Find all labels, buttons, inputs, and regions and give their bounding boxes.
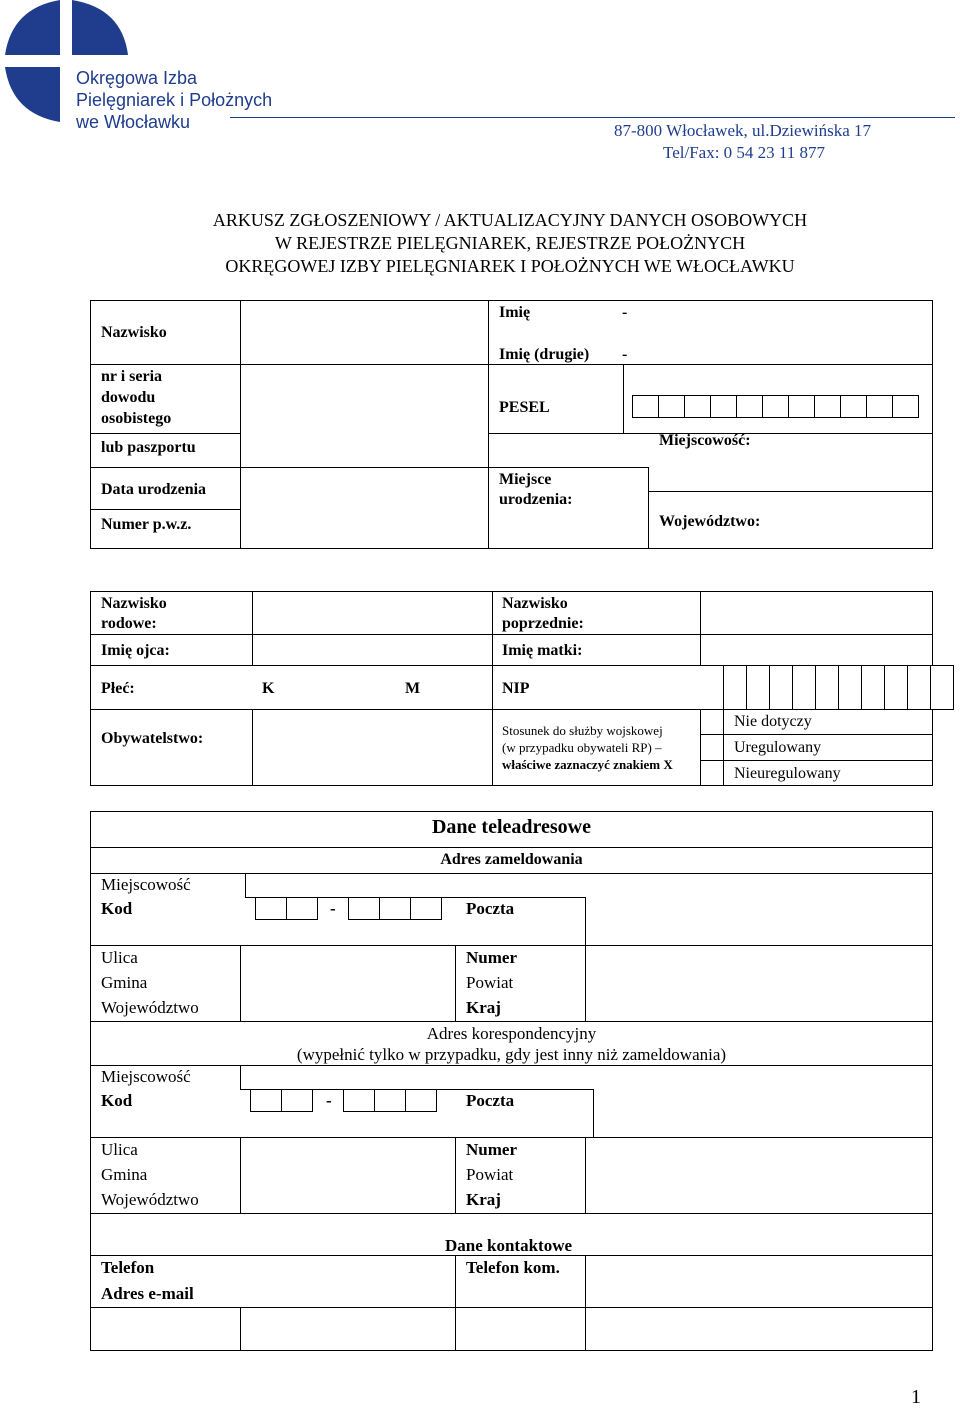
label-obywatelstwo: Obywatelstwo:: [101, 730, 204, 747]
form-title-line3: OKRĘGOWEJ IZBY PIELĘGNIAREK I POŁOŻNYCH WE WŁOCŁAWKU: [225, 256, 795, 276]
kod-meld-digit-box[interactable]: [255, 897, 287, 920]
pesel-digit-box[interactable]: [814, 395, 841, 418]
header-address: 87-800 Włocławek, ul.Dziewińska 17: [614, 121, 871, 140]
pesel-digit-box[interactable]: [658, 395, 685, 418]
label-imie-matki: Imię matki:: [502, 642, 583, 659]
field-dowod[interactable]: [242, 366, 486, 465]
nip-digit-box[interactable]: [746, 665, 770, 710]
label-data-urodzenia: Data urodzenia: [101, 481, 207, 498]
label-dowod-line3: osobistego: [101, 410, 172, 427]
field-imie-matki[interactable]: [702, 636, 931, 664]
pesel-digit-box[interactable]: [892, 395, 919, 418]
label-powiat-meld: Powiat: [466, 973, 514, 992]
label-kod-meld: Kod: [101, 899, 133, 918]
label-nazwisko: Nazwisko: [101, 324, 167, 341]
label-miejscowosc-koresp: Miejscowość: [101, 1067, 191, 1086]
field-miejscowosc-urodzenia[interactable]: [650, 469, 930, 490]
kod-koresp-dash: -: [326, 1091, 332, 1110]
field-miejscowosc-meld[interactable]: [247, 875, 931, 896]
field-nazwisko[interactable]: [242, 302, 486, 363]
nip-digit-box[interactable]: [723, 665, 747, 710]
label-wojsko-line1: Stosunek do służby wojskowej: [502, 723, 663, 738]
option-uregulowany: Uregulowany: [734, 739, 822, 756]
label-imie-drugie: Imię (drugie): [499, 346, 590, 363]
kod-koresp-digit-box[interactable]: [374, 1089, 406, 1112]
field-telefon[interactable]: [242, 1309, 453, 1349]
nip-digit-box[interactable]: [930, 665, 954, 710]
checkbox-uregulowany[interactable]: [702, 736, 722, 759]
label-wojewodztwo-meld: Województwo: [101, 998, 199, 1017]
pesel-digit-box[interactable]: [710, 395, 737, 418]
nip-digit-box[interactable]: [792, 665, 816, 710]
pesel-digit-box[interactable]: [840, 395, 867, 418]
label-imie: Imię: [499, 304, 531, 321]
label-numer-meld: Numer: [466, 948, 517, 967]
field-telefon-kom[interactable]: [587, 1309, 931, 1349]
nip-digit-box[interactable]: [769, 665, 793, 710]
label-dane-kontaktowe: Dane kontaktowe: [445, 1236, 573, 1255]
header-rule: [230, 117, 955, 118]
logo-text-line3: we Włocławku: [76, 112, 191, 132]
kod-meld-dash: -: [330, 899, 336, 918]
nip-digit-box[interactable]: [838, 665, 862, 710]
label-poczta-meld: Poczta: [466, 899, 515, 918]
label-plec: Płeć:: [101, 680, 135, 697]
label-telefon-kom: Telefon kom.: [466, 1258, 560, 1277]
nip-digit-box[interactable]: [884, 665, 908, 710]
kod-meld-digit-box[interactable]: [286, 897, 318, 920]
label-wojsko-line2: (w przypadku obywateli RP) –: [502, 740, 662, 755]
label-gmina-koresp: Gmina: [101, 1165, 148, 1184]
pesel-digit-box[interactable]: [736, 395, 763, 418]
kod-koresp-digit-box[interactable]: [405, 1089, 437, 1112]
label-dowod-line2: dowodu: [101, 389, 156, 406]
field-miejscowosc-koresp[interactable]: [242, 1067, 931, 1088]
option-nieuregulowany: Nieuregulowany: [734, 765, 841, 782]
label-wojewodztwo-urodzenia: Województwo:: [659, 513, 761, 530]
field-data-urodzenia[interactable]: [242, 469, 486, 547]
label-miejscowosc-urodzenia: Miejscowość:: [659, 432, 751, 449]
label-nazwisko-poprzednie-line2: poprzednie:: [502, 615, 584, 632]
label-kraj-koresp: Kraj: [466, 1190, 501, 1209]
label-wojsko-line3: właściwe zaznaczyć znakiem X: [502, 757, 673, 772]
checkbox-nieuregulowany[interactable]: [702, 762, 722, 785]
kod-koresp-digit-box[interactable]: [281, 1089, 313, 1112]
nip-digit-box[interactable]: [815, 665, 839, 710]
checkbox-nie-dotyczy[interactable]: [702, 711, 722, 733]
kod-meld-digit-box[interactable]: [410, 897, 442, 920]
label-kod-koresp: Kod: [101, 1091, 133, 1110]
label-wojewodztwo-koresp: Województwo: [101, 1190, 199, 1209]
contact-section-title: Dane teleadresowe: [431, 816, 592, 838]
label-nazwisko-poprzednie-line1: Nazwisko: [502, 595, 568, 612]
label-miejsce-urodzenia-line1: Miejsce: [499, 471, 552, 488]
label-kraj-meld: Kraj: [466, 998, 501, 1017]
form-title-line2: W REJESTRZE PIELĘGNIAREK, REJESTRZE POŁOŻNYCH: [274, 233, 746, 253]
label-dowod-line1: nr i seria: [101, 368, 163, 385]
kod-meld-digit-box[interactable]: [348, 897, 380, 920]
option-nie-dotyczy: Nie dotyczy: [734, 713, 812, 730]
logo-text-line2: Pielęgniarek i Położnych: [76, 90, 273, 110]
kod-meld-digit-box[interactable]: [379, 897, 411, 920]
pesel-digit-box[interactable]: [684, 395, 711, 418]
header-phone: Tel/Fax: 0 54 23 11 877: [663, 143, 826, 162]
pesel-digit-box[interactable]: [866, 395, 893, 418]
pesel-digit-box[interactable]: [788, 395, 815, 418]
kod-koresp-digit-box[interactable]: [250, 1089, 282, 1112]
field-nazwisko-rodowe[interactable]: [254, 593, 490, 633]
label-koresp-note: (wypełnić tylko w przypadku, gdy jest inny niż zameldowania): [296, 1045, 727, 1064]
label-nazwisko-rodowe-line1: Nazwisko: [101, 595, 167, 612]
label-imie-drugie-dash: -: [622, 346, 628, 363]
label-adres-korespondencyjny: Adres korespondencyjny: [426, 1024, 597, 1043]
label-imie-ojca: Imię ojca:: [101, 642, 170, 659]
label-ulica-koresp: Ulica: [101, 1140, 138, 1159]
nip-digit-box[interactable]: [907, 665, 931, 710]
label-pesel: PESEL: [499, 399, 550, 416]
label-gmina-meld: Gmina: [101, 973, 148, 992]
field-imie-drugie[interactable]: [640, 334, 930, 362]
label-numer-koresp: Numer: [466, 1140, 517, 1159]
label-telefon: Telefon: [101, 1258, 155, 1277]
label-paszport: lub paszportu: [101, 439, 196, 456]
label-nazwisko-rodowe-line2: rodowe:: [101, 615, 157, 632]
pesel-digit-box[interactable]: [632, 395, 659, 418]
kod-koresp-digit-box[interactable]: [343, 1089, 375, 1112]
option-plec-k[interactable]: K: [262, 680, 275, 697]
label-miejscowosc-meld: Miejscowość: [101, 875, 191, 894]
label-imie-dash: -: [622, 304, 628, 321]
field-imie[interactable]: [640, 302, 930, 332]
form-title-line1: ARKUSZ ZGŁOSZENIOWY / AKTUALIZACYJNY DANYCH OSOBOWYCH: [212, 210, 808, 230]
option-plec-m[interactable]: M: [405, 680, 421, 697]
label-miejsce-urodzenia-line2: urodzenia:: [499, 491, 573, 508]
logo-text-line1: Okręgowa Izba: [76, 68, 198, 88]
field-nazwisko-poprzednie[interactable]: [702, 593, 931, 633]
label-adres-zameldowania: Adres zameldowania: [440, 851, 583, 868]
page-number: 1: [911, 1386, 921, 1408]
label-powiat-koresp: Powiat: [466, 1165, 514, 1184]
label-email: Adres e-mail: [101, 1284, 194, 1303]
label-poczta-koresp: Poczta: [466, 1091, 515, 1110]
field-imie-ojca[interactable]: [254, 636, 490, 664]
pesel-digit-box[interactable]: [762, 395, 789, 418]
nip-digit-box[interactable]: [861, 665, 885, 710]
label-ulica-meld: Ulica: [101, 948, 138, 967]
field-obywatelstwo[interactable]: [254, 711, 490, 784]
label-numer-pwz: Numer p.w.z.: [101, 516, 192, 533]
label-nip: NIP: [502, 680, 530, 697]
